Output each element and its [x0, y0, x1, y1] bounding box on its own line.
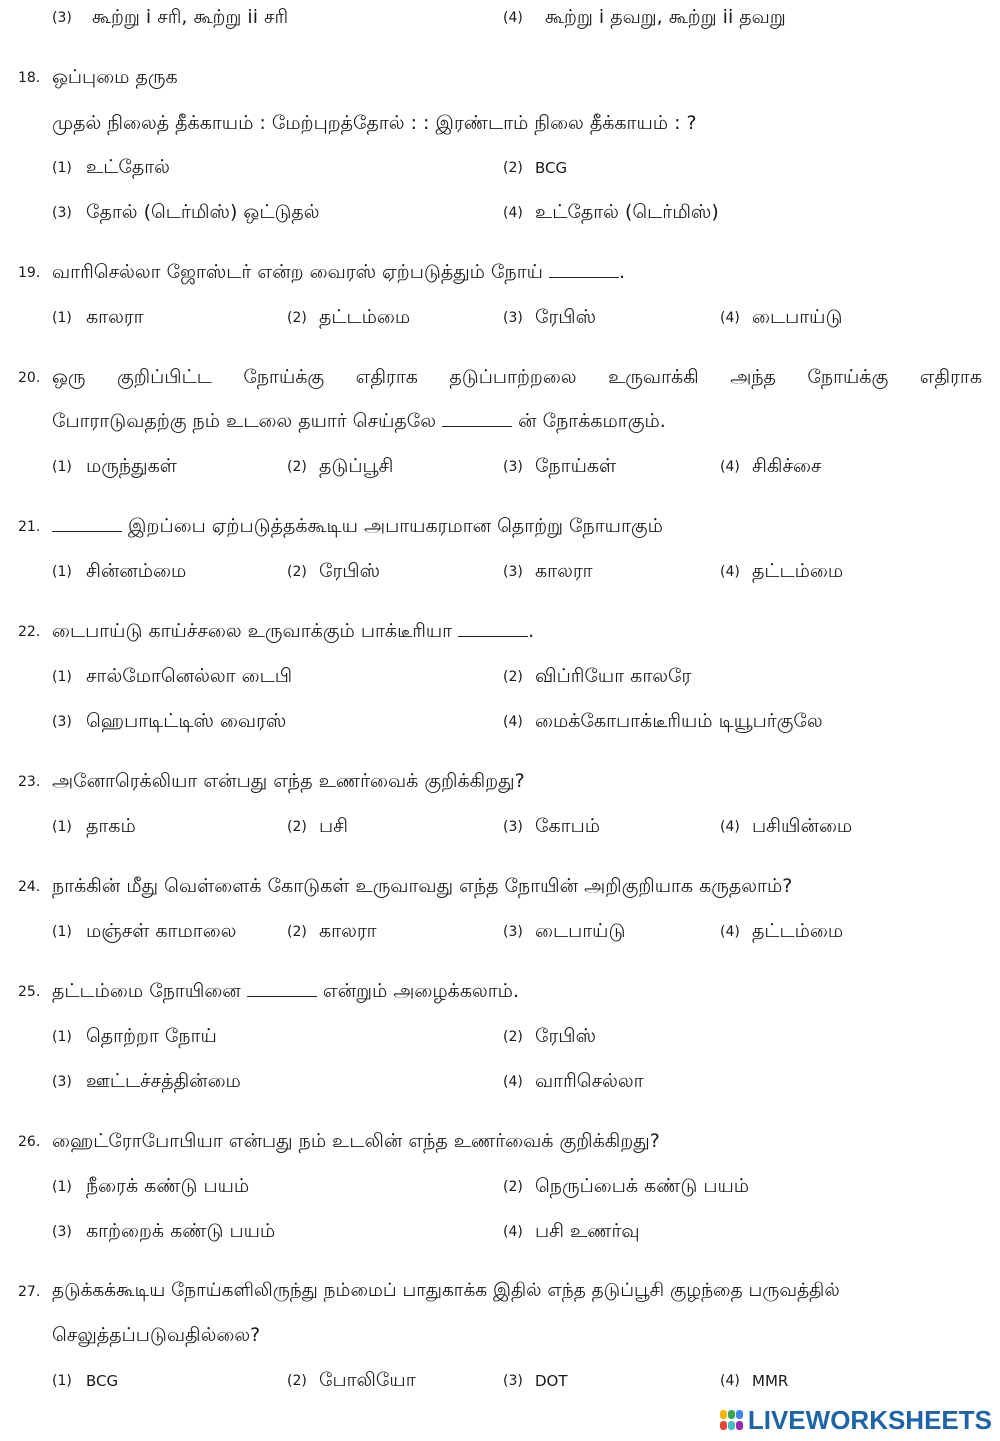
question-number: 19.: [18, 265, 41, 281]
question-text: [52, 406, 666, 436]
option-text: சால்மோனெல்லா டைபி: [86, 665, 293, 687]
answer-blank[interactable]: [52, 513, 122, 532]
question-number: 25.: [18, 984, 41, 1000]
question-text: [52, 257, 625, 287]
option-text: கூற்று i தவறு, கூற்று ii தவறு: [545, 6, 786, 28]
liveworksheets-watermark[interactable]: [720, 1405, 992, 1435]
option-number: (3): [503, 924, 523, 940]
option-text: MMR: [752, 1372, 789, 1390]
option-number: (3): [52, 1224, 72, 1240]
option-number: (1): [52, 459, 72, 475]
question-number: 18.: [18, 70, 41, 86]
question-number: 26.: [18, 1134, 41, 1150]
option-text: வாரிசெல்லா: [535, 1070, 644, 1092]
option-text: பசியின்மை: [752, 815, 853, 837]
question-text: [52, 616, 534, 646]
question-text: ஹைட்ரோபோபியா என்பது நம் உடலின் எந்த உணர்வைக் குறிக்கிறது?: [52, 1130, 660, 1152]
question-text-part: .: [528, 620, 535, 642]
option-text: சின்னம்மை: [86, 560, 187, 582]
question-number: 21.: [18, 519, 41, 535]
question-text-part: போராடுவதற்கு நம் உடலை தயார் செய்தலே: [52, 410, 437, 432]
option-number: (3): [503, 459, 523, 475]
question-text-part: என்றும் அழைக்கலாம்.: [322, 980, 520, 1002]
option-text: கோபம்: [535, 815, 600, 837]
question-number: 23.: [18, 774, 41, 790]
option-text: DOT: [535, 1372, 568, 1390]
option-text: தட்டம்மை: [752, 920, 844, 942]
option-number: (1): [52, 564, 72, 580]
option-number: (2): [287, 924, 307, 940]
option-text: கூற்று i சரி, கூற்று ii சரி: [92, 6, 289, 28]
option-text: ரேபிஸ்: [535, 306, 597, 328]
option-number: (4): [503, 10, 523, 26]
option-number: (3): [52, 205, 72, 221]
question-number: 24.: [18, 879, 41, 895]
answer-blank[interactable]: [442, 408, 512, 427]
option-text: காலரா: [86, 306, 144, 328]
option-text: தாகம்: [86, 815, 136, 837]
option-number: (2): [287, 819, 307, 835]
option-number: (4): [720, 1373, 740, 1389]
question-text-part: ன் நோக்கமாகும்.: [518, 410, 666, 432]
option-number: (4): [720, 924, 740, 940]
question-text-part: தட்டம்மை நோயினை: [52, 980, 241, 1002]
option-number: (4): [503, 1074, 523, 1090]
question-text-part: .: [618, 261, 626, 283]
question-text: [52, 976, 519, 1006]
option-number: (4): [503, 205, 523, 221]
option-number: (3): [503, 310, 523, 326]
option-text: நீரைக் கண்டு பயம்: [86, 1175, 250, 1197]
question-text: செலுத்தப்படுவதில்லை?: [52, 1324, 261, 1346]
option-text: டைபாய்டு: [535, 920, 626, 942]
question-text-part: வாரிசெல்லா ஜோஸ்டர் என்ற வைரஸ் ஏற்படுத்தும் நோய்: [52, 261, 543, 283]
option-number: (3): [503, 564, 523, 580]
question-number: 27.: [18, 1284, 41, 1300]
option-text: தோல் (டெர்மிஸ்) ஒட்டுதல்: [86, 201, 320, 223]
option-number: (4): [720, 819, 740, 835]
option-number: (1): [52, 819, 72, 835]
option-text: மஞ்சள் காமாலை: [86, 920, 237, 942]
option-text: காலரா: [319, 920, 377, 942]
question-text: தடுக்கக்கூடிய நோய்களிலிருந்து நம்மைப் பாதுகாக்க இதில் எந்த தடுப்பூசி குழந்தை பருவத்தில்: [52, 1280, 840, 1301]
option-number: (2): [503, 160, 523, 176]
answer-blank[interactable]: [549, 259, 619, 278]
option-number: (3): [52, 10, 72, 26]
option-text: போலியோ: [319, 1369, 416, 1391]
option-text: பசி உணர்வு: [535, 1220, 640, 1242]
answer-blank[interactable]: [247, 978, 317, 997]
option-number: (4): [503, 714, 523, 730]
liveworksheets-logo-icon: [720, 1408, 746, 1432]
question-text: ஒரு குறிப்பிட்ட நோய்க்கு எதிராக தடுப்பாற்றலை உருவாக்கி அந்த நோய்க்கு எதிராக: [52, 366, 982, 388]
question-text-part: இறப்பை ஏற்படுத்தக்கூடிய அபாயகரமான தொற்று நோயாகும்: [128, 515, 663, 537]
option-number: (4): [720, 459, 740, 475]
question-text: ஒப்புமை தருக: [52, 66, 178, 88]
option-text: விப்ரியோ காலரே: [535, 665, 692, 687]
option-text: ரேபிஸ்: [319, 560, 381, 582]
option-text: தட்டம்மை: [752, 560, 844, 582]
liveworksheets-wordmark: LIVEWORKSHEETS: [747, 1404, 992, 1435]
option-text: தொற்றா நோய்: [86, 1025, 217, 1047]
option-number: (4): [720, 564, 740, 580]
option-number: (2): [503, 669, 523, 685]
option-number: (4): [720, 310, 740, 326]
option-text: பசி: [319, 815, 349, 837]
option-text: நோய்கள்: [535, 455, 617, 477]
question-number: 20.: [18, 370, 41, 386]
question-text: அனோரெக்லியா என்பது எந்த உணர்வைக் குறிக்கிறது?: [52, 770, 525, 792]
answer-blank[interactable]: [458, 618, 528, 637]
option-number: (1): [52, 669, 72, 685]
option-number: (3): [503, 819, 523, 835]
option-number: (4): [503, 1224, 523, 1240]
option-text: தடுப்பூசி: [319, 455, 394, 477]
option-text: BCG: [535, 159, 568, 177]
question-text: நாக்கின் மீது வெள்ளைக் கோடுகள் உருவாவது எந்த நோயின் அறிகுறியாக கருதலாம்?: [52, 875, 793, 897]
option-text: ஹெபாடிட்டிஸ் வைரஸ்: [86, 710, 287, 732]
option-number: (1): [52, 924, 72, 940]
option-number: (2): [287, 1373, 307, 1389]
option-text: மருந்துகள்: [86, 455, 177, 477]
option-text: நெருப்பைக் கண்டு பயம்: [535, 1175, 750, 1197]
option-text: காலரா: [535, 560, 593, 582]
option-text: ரேபிஸ்: [535, 1025, 597, 1047]
option-text: சிகிச்சை: [752, 455, 822, 477]
option-text: உட்தோல்: [86, 156, 170, 178]
option-number: (2): [287, 564, 307, 580]
option-number: (1): [52, 1373, 72, 1389]
option-number: (3): [503, 1373, 523, 1389]
option-number: (1): [52, 310, 72, 326]
option-text: உட்தோல் (டெர்மிஸ்): [535, 201, 719, 223]
question-text-part: டைபாய்டு காய்ச்சலை உருவாக்கும் பாக்டீரியா: [52, 620, 453, 642]
option-text: மைக்கோபாக்டீரியம் டியூபர்குலே: [535, 710, 823, 732]
option-number: (2): [503, 1029, 523, 1045]
option-text: தட்டம்மை: [319, 306, 411, 328]
option-number: (1): [52, 160, 72, 176]
option-number: (2): [287, 459, 307, 475]
option-number: (1): [52, 1029, 72, 1045]
question-text: [52, 511, 663, 541]
option-text: BCG: [86, 1372, 119, 1390]
option-number: (2): [503, 1179, 523, 1195]
option-number: (3): [52, 714, 72, 730]
question-text: முதல் நிலைத் தீக்காயம் : மேற்புறத்தோல் : : இரண்டாம் நிலை தீக்காயம் : ?: [52, 112, 697, 134]
option-text: டைபாய்டு: [752, 306, 843, 328]
question-number: 22.: [18, 624, 41, 640]
option-number: (1): [52, 1179, 72, 1195]
option-number: (2): [287, 310, 307, 326]
option-text: காற்றைக் கண்டு பயம்: [86, 1220, 276, 1242]
option-text: ஊட்டச்சத்தின்மை: [86, 1070, 241, 1092]
option-number: (3): [52, 1074, 72, 1090]
